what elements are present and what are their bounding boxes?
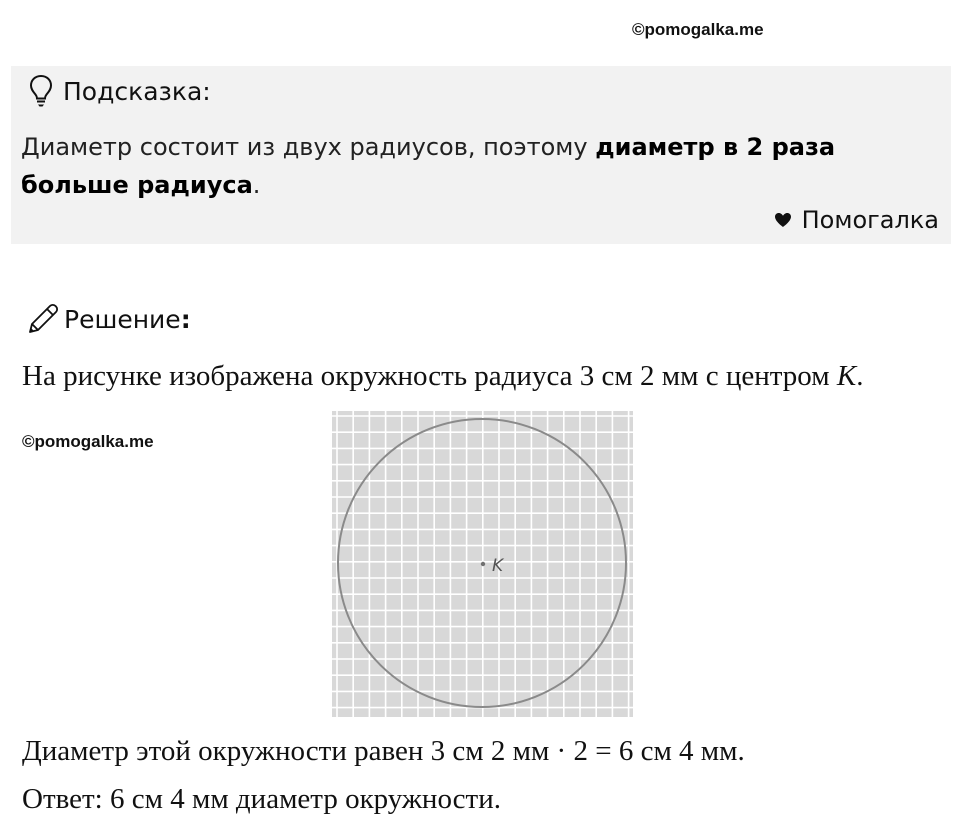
hint-box [11, 66, 951, 244]
heart-icon [774, 212, 792, 228]
hint-text-bold-1: диаметр в 2 раза [595, 133, 836, 161]
hint-text [21, 128, 901, 204]
solution-line-1-end: . [856, 360, 864, 392]
pencil-icon [26, 302, 60, 336]
solution-title [26, 302, 191, 336]
solution-title-text: Решение [64, 304, 181, 334]
hint-text-end: . [252, 171, 261, 199]
solution-line-2: Диаметр этой окружности равен 3 см 2 мм · 2 = 6 см 4 мм. [22, 735, 745, 767]
hint-signature [774, 206, 939, 234]
circle-figure [332, 411, 633, 717]
center-variable: K [836, 360, 857, 392]
center-label: K [492, 556, 504, 576]
lightbulb-icon [29, 74, 53, 108]
solution-line-1-text: На рисунке изображена окружность радиуса 3 см 2 мм с центром [22, 360, 837, 392]
solution-title-colon: : [180, 304, 191, 334]
watermark-top: ©pomogalka.me [632, 20, 764, 39]
solution-line-3: Ответ: 6 см 4 мм диаметр окружности. [22, 783, 501, 815]
center-point [481, 562, 485, 566]
hint-text-plain: Диаметр состоит из двух радиусов, поэтому [21, 133, 596, 161]
circle-figure-svg [332, 411, 633, 717]
hint-text-bold-2: больше радиуса [21, 171, 253, 199]
hint-signature-text: Помогалка [801, 206, 939, 234]
hint-title-text: Подсказка: [63, 76, 211, 106]
hint-title [29, 74, 211, 108]
watermark-left: ©pomogalka.me [22, 432, 154, 451]
solution-line-1 [22, 360, 863, 393]
